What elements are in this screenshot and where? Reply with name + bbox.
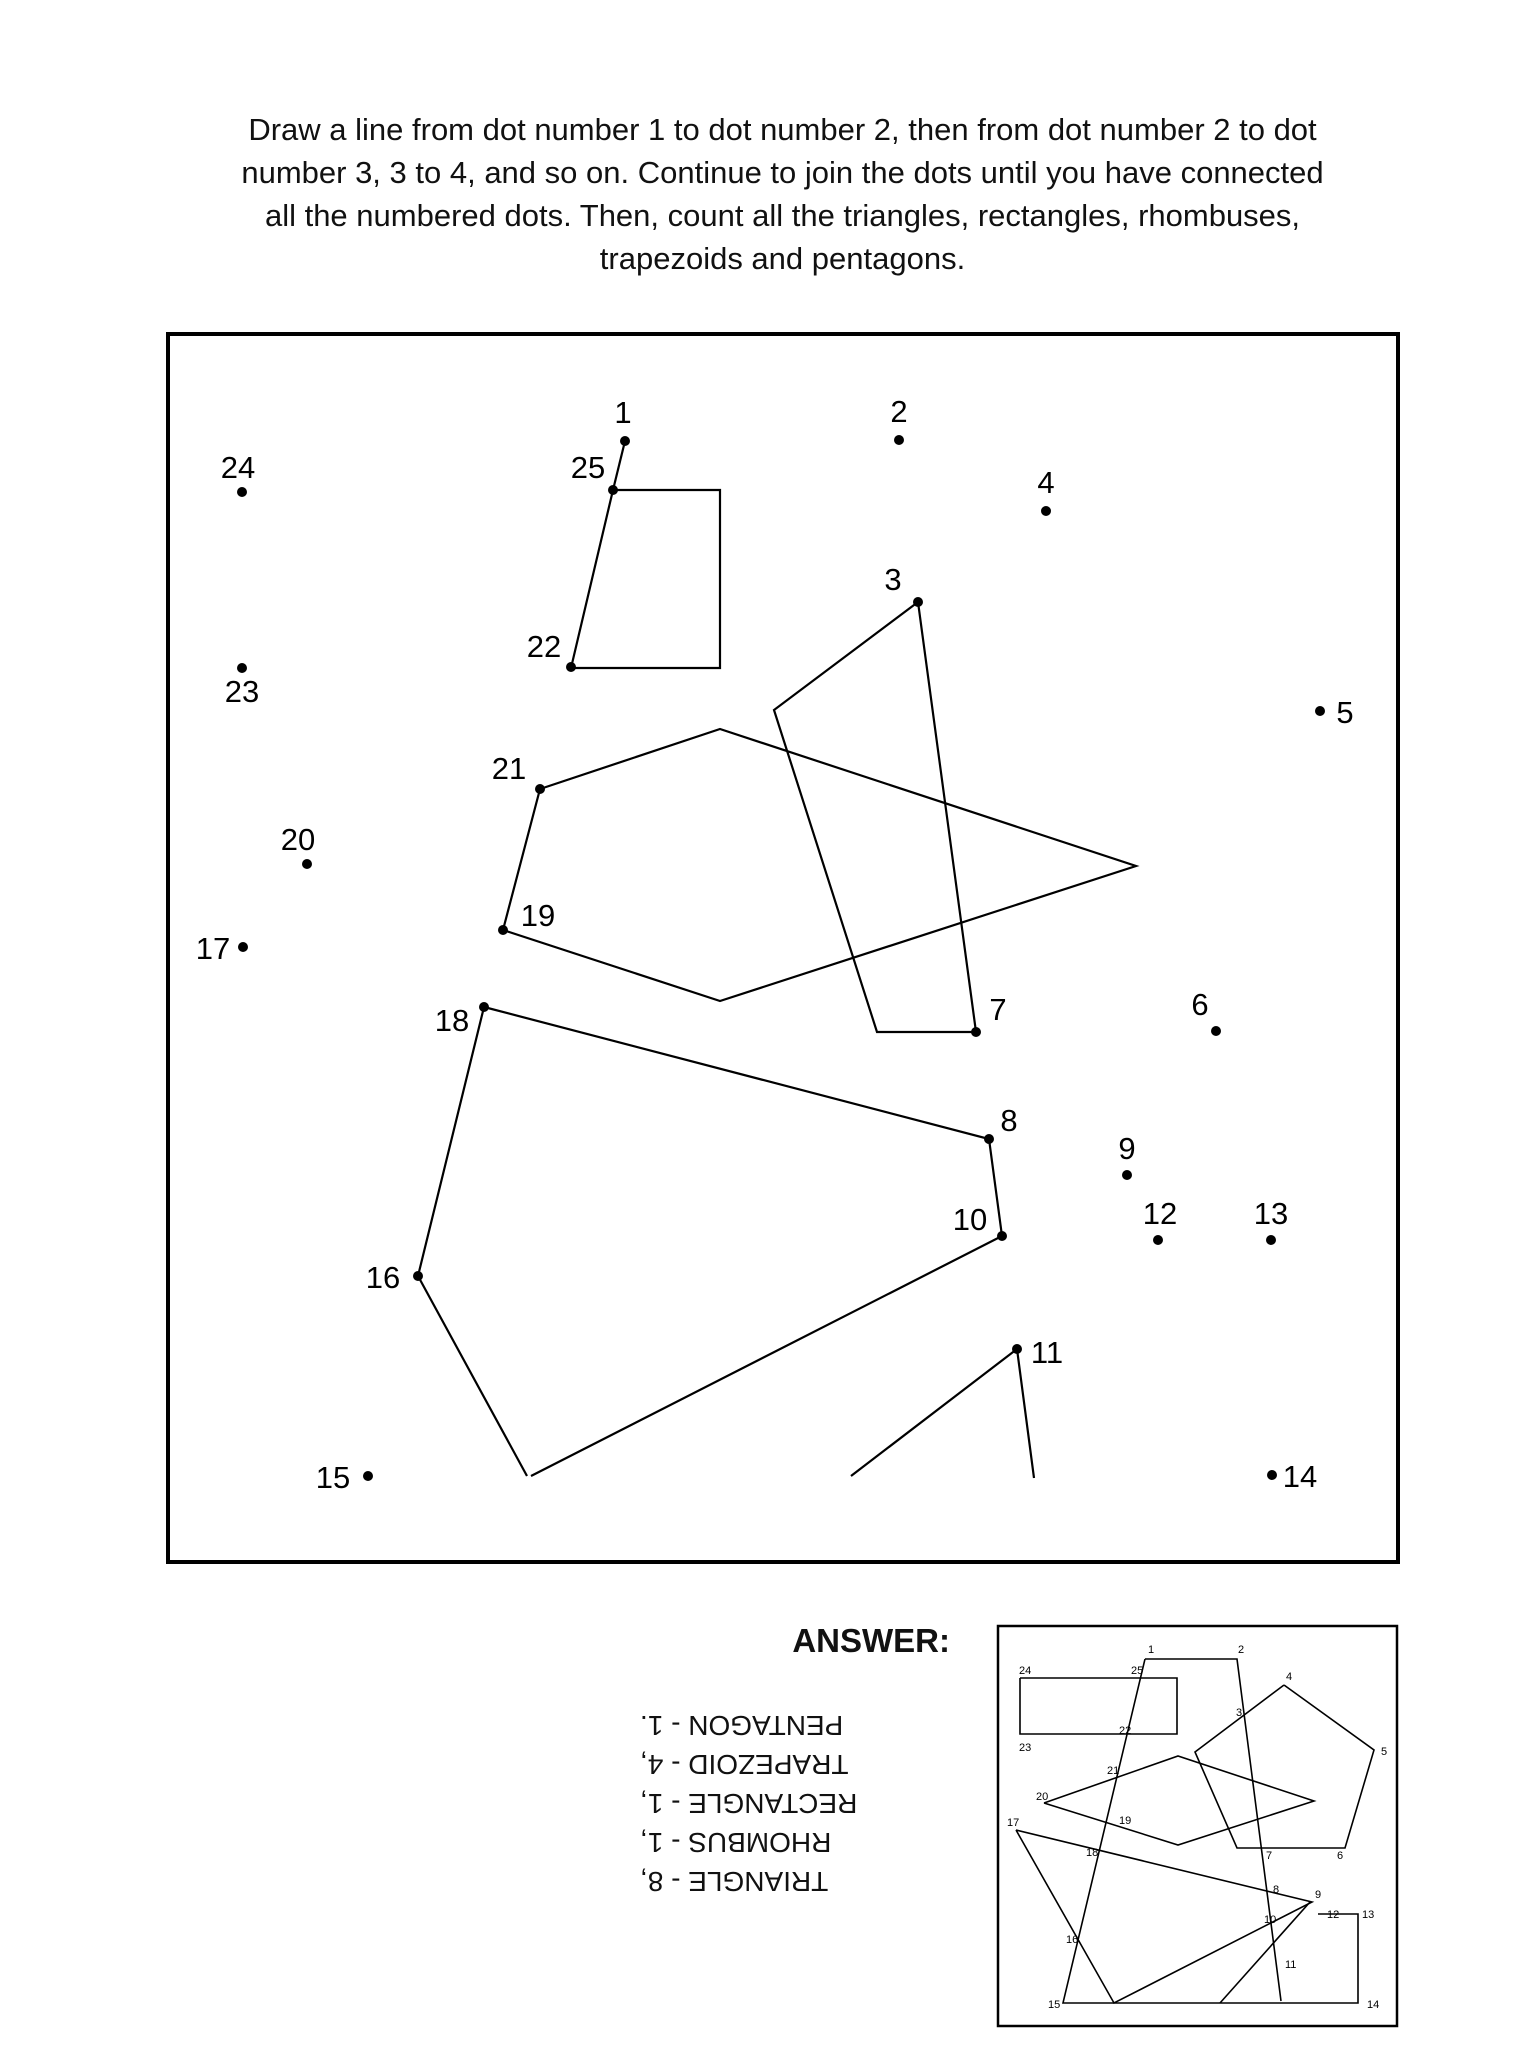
dot-label: 7 bbox=[989, 992, 1007, 1027]
answer-dot-label: 1 bbox=[1148, 1644, 1155, 1656]
answer-dot-label: 7 bbox=[1266, 1850, 1273, 1862]
answer-dot-label: 19 bbox=[1119, 1815, 1132, 1827]
answer-line bbox=[1063, 1659, 1358, 2003]
answer-item: RECTANGLE - 1, bbox=[640, 1788, 858, 1819]
polygon-outline bbox=[418, 1007, 527, 1476]
dot-label: 22 bbox=[526, 629, 562, 664]
dot-11[interactable] bbox=[1012, 1344, 1022, 1354]
answer-dot-label: 2 bbox=[1238, 1644, 1245, 1656]
dot-3[interactable] bbox=[913, 597, 923, 607]
answer-dot-label: 14 bbox=[1367, 1999, 1380, 2011]
dot-label: 19 bbox=[520, 898, 556, 933]
answer-item: PENTAGON - 1. bbox=[640, 1710, 844, 1741]
answer-dot-label: 12 bbox=[1327, 1909, 1340, 1921]
dot-label: 14 bbox=[1282, 1459, 1318, 1494]
answer-thumbnail bbox=[998, 1626, 1397, 2026]
dot-label: 13 bbox=[1253, 1196, 1289, 1231]
dot-label: 21 bbox=[491, 751, 527, 786]
dot-label: 17 bbox=[195, 931, 231, 966]
dot-label: 25 bbox=[570, 450, 606, 485]
answer-dot-label: 10 bbox=[1264, 1914, 1277, 1926]
answer-item: TRIANGLE - 8, bbox=[640, 1866, 829, 1897]
instruction-line: all the numbered dots. Then, count all the triangles, rectangles, rhombuses, bbox=[264, 198, 1301, 233]
trapezoid-outline bbox=[571, 490, 720, 668]
line-segment bbox=[613, 441, 625, 490]
triangle-outline bbox=[851, 1349, 1034, 1478]
dot-17[interactable] bbox=[238, 942, 248, 952]
dot-20[interactable] bbox=[302, 859, 312, 869]
answer-dot-label: 8 bbox=[1273, 1884, 1280, 1896]
answer-dot-label: 4 bbox=[1286, 1671, 1293, 1683]
answer-dot-label: 25 bbox=[1131, 1665, 1144, 1677]
answer-dot-label: 6 bbox=[1337, 1850, 1344, 1862]
dot-10[interactable] bbox=[997, 1231, 1007, 1241]
answer-dot-label: 16 bbox=[1066, 1934, 1079, 1946]
dot-12[interactable] bbox=[1153, 1235, 1163, 1245]
trapezoid-outline bbox=[774, 602, 976, 1032]
dot-label: 11 bbox=[1030, 1335, 1064, 1370]
answer-title: ANSWER: bbox=[792, 1622, 950, 1659]
answer-drawing bbox=[1016, 1659, 1374, 2003]
dot-layer bbox=[196, 394, 1354, 1495]
polygon-outline bbox=[484, 1007, 1002, 1476]
dot-8[interactable] bbox=[984, 1134, 994, 1144]
answer-dot-label: 9 bbox=[1315, 1889, 1322, 1901]
dot-7[interactable] bbox=[971, 1027, 981, 1037]
dot-23[interactable] bbox=[237, 663, 247, 673]
dot-14[interactable] bbox=[1267, 1470, 1277, 1480]
dot-label: 8 bbox=[1000, 1103, 1018, 1138]
answer-dot-label: 18 bbox=[1086, 1847, 1099, 1859]
answer-rhombus bbox=[1044, 1756, 1314, 1845]
dot-25[interactable] bbox=[608, 485, 618, 495]
dot-label: 24 bbox=[220, 450, 256, 485]
dot-label: 20 bbox=[280, 822, 316, 857]
answer-item: TRAPEZOID - 4, bbox=[640, 1749, 849, 1780]
dot-16[interactable] bbox=[413, 1271, 423, 1281]
dot-label: 9 bbox=[1118, 1131, 1136, 1166]
dot-15[interactable] bbox=[363, 1471, 373, 1481]
answer-dot-label: 15 bbox=[1048, 1999, 1061, 2011]
dot-18[interactable] bbox=[479, 1002, 489, 1012]
predrawn-lines bbox=[418, 441, 1136, 1478]
dot-label: 18 bbox=[434, 1003, 470, 1038]
answer-rectangle bbox=[1020, 1678, 1177, 1734]
dot-4[interactable] bbox=[1041, 506, 1051, 516]
answer-dot-label: 3 bbox=[1236, 1707, 1243, 1719]
answer-dot-label: 11 bbox=[1285, 1959, 1297, 1971]
dot-label: 15 bbox=[315, 1460, 351, 1495]
answer-dot-label: 22 bbox=[1119, 1725, 1132, 1737]
dot-5[interactable] bbox=[1315, 706, 1325, 716]
dot-13[interactable] bbox=[1266, 1235, 1276, 1245]
dot-2[interactable] bbox=[894, 435, 904, 445]
puzzle-frame bbox=[168, 334, 1398, 1562]
answer-list bbox=[640, 1706, 940, 1901]
answer-dot-label: 13 bbox=[1362, 1909, 1375, 1921]
dot-label: 5 bbox=[1336, 695, 1354, 730]
instruction-line: trapezoids and pentagons. bbox=[599, 241, 966, 276]
answer-dot-labels bbox=[1007, 1644, 1387, 2011]
answer-line bbox=[1145, 1659, 1281, 2001]
dot-1[interactable] bbox=[620, 436, 630, 446]
instruction-line: Draw a line from dot number 1 to dot number 2, then from dot number 2 to dot bbox=[248, 112, 1317, 147]
dot-label: 1 bbox=[614, 395, 632, 430]
answer-frame bbox=[998, 1626, 1397, 2026]
instruction-line: number 3, 3 to 4, and so on. Continue to join the dots until you have connected bbox=[241, 155, 1324, 190]
dot-label: 2 bbox=[890, 394, 908, 429]
answer-dot-label: 17 bbox=[1007, 1817, 1020, 1829]
answer-dot-label: 21 bbox=[1107, 1765, 1120, 1777]
dot-label: 16 bbox=[365, 1260, 401, 1295]
dot-label: 12 bbox=[1142, 1196, 1178, 1231]
dot-6[interactable] bbox=[1211, 1026, 1221, 1036]
answer-dot-label: 5 bbox=[1381, 1746, 1388, 1758]
dot-22[interactable] bbox=[566, 662, 576, 672]
dot-label: 10 bbox=[952, 1202, 988, 1237]
dot-label: 6 bbox=[1191, 987, 1209, 1022]
dot-label: 4 bbox=[1037, 465, 1055, 500]
answer-pentagon bbox=[1195, 1685, 1374, 1848]
dot-19[interactable] bbox=[498, 925, 508, 935]
answer-dot-label: 23 bbox=[1019, 1742, 1032, 1754]
dot-label: 23 bbox=[224, 674, 260, 709]
answer-dot-label: 20 bbox=[1036, 1791, 1049, 1803]
dot-21[interactable] bbox=[535, 784, 545, 794]
dot-9[interactable] bbox=[1122, 1170, 1132, 1180]
dot-label: 3 bbox=[884, 562, 902, 597]
answer-dot-label: 24 bbox=[1019, 1665, 1032, 1677]
pentagon-outline bbox=[503, 729, 1136, 1001]
answer-item: RHOMBUS - 1, bbox=[640, 1827, 832, 1858]
dot-24[interactable] bbox=[237, 487, 247, 497]
